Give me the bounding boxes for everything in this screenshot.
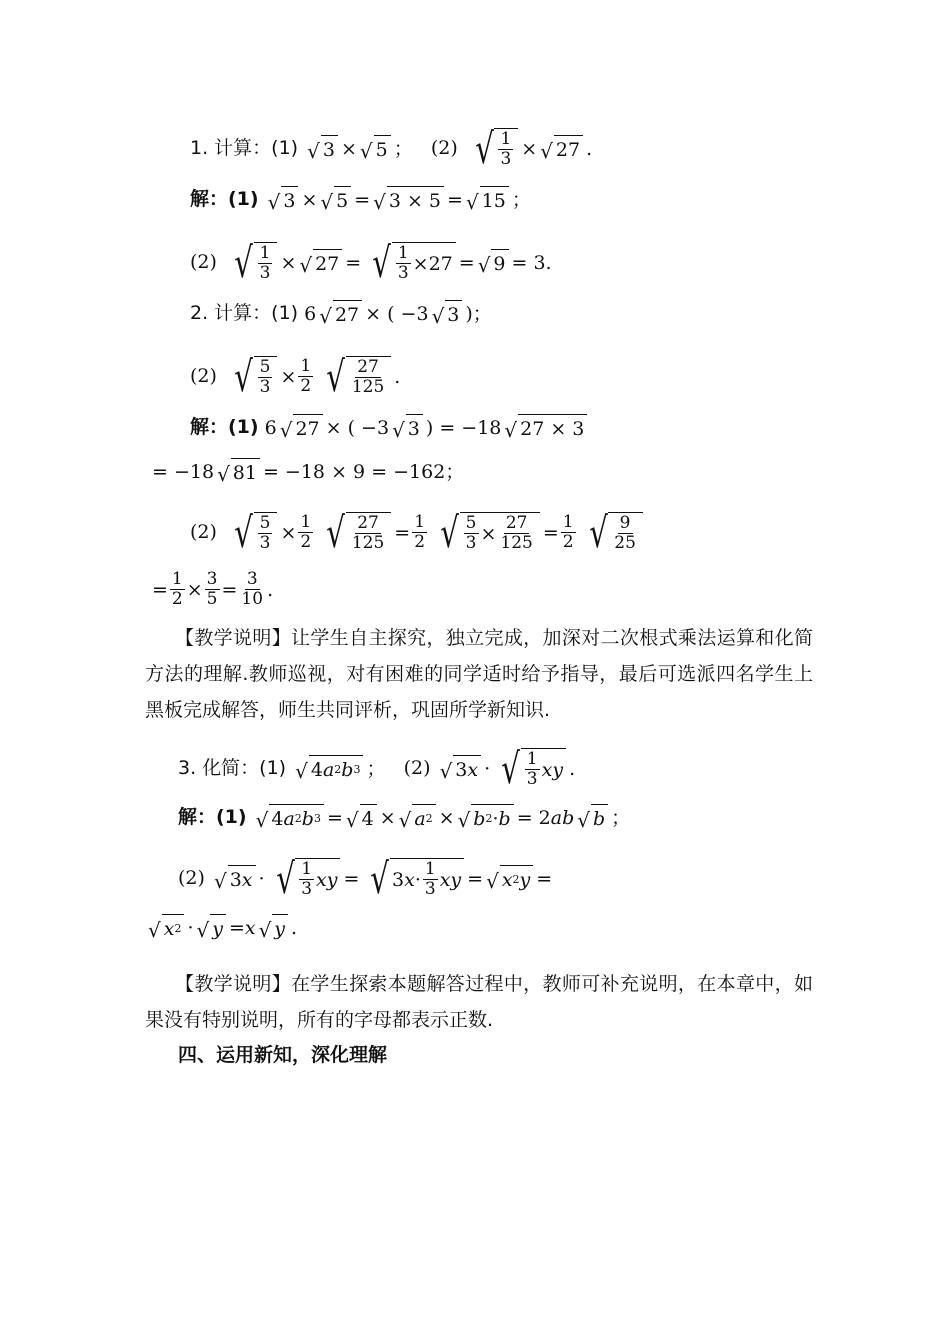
solution-label-2: 解：(1): [190, 416, 259, 438]
problem-2-solution-2: [190, 508, 646, 557]
problem-2-solution-1-expr: 6 √ 27 × ( −3 √ 3 ) = −18 √ 27 × 3: [265, 414, 591, 442]
problem-2-part-2-label: (2): [190, 364, 217, 387]
section-4-heading: 四、运用新知，深化理解: [178, 1044, 388, 1066]
problem-1-solution-1: [190, 186, 531, 214]
teaching-note-2: 【教学说明】在学生探索本题解答过程中，教师可补充说明，在本章中，如果没有特别说明，所有的字母都表示正数.: [145, 973, 813, 1031]
problem-1-title: 1. 计算：(1): [190, 136, 299, 159]
problem-3-solution-1: [178, 804, 630, 832]
problem-3-solution-2-cont: √ x 2 · √ y = x √ y .: [145, 914, 297, 942]
problem-2-solution-1-cont: = −18 √ 81 = −18 × 9 = −162 ；: [152, 458, 464, 486]
problem-1-solution-2: [190, 238, 552, 287]
problem-2-solution-2-cont: = $\frac{1}{2}$ × $\frac{3}{5}$ = $\frac{3}{10}$ .: [152, 569, 274, 609]
problem-1-part-2-label: (2): [430, 136, 458, 159]
problem-3-solution-1-expr: √ 4 a 2 b 3 = √ 4 × √ a 2 × √ b 2 · b = 2 ab √ b ；: [253, 804, 631, 832]
problem-3-part-2-expr: √ 3 x · √ $\frac{1}{3}$ xy .: [439, 744, 576, 793]
problem-3-solution-2: [178, 854, 553, 903]
problem-3-part-1-expr: √ 4 a 2 b 3 ；: [292, 755, 385, 783]
problem-3-part-2-label: (2): [403, 756, 431, 779]
problem-1: [190, 124, 593, 173]
problem-2-solution-2-label: (2): [190, 520, 217, 543]
problem-2-solution-1: [190, 414, 590, 442]
solution-2-expr: √ $\frac{1}{3}$ × √ 27 = √ $\frac{1}{3}$ ×27 = √ 9 = 3.: [234, 238, 552, 287]
problem-1-part-2-expr: √ $\frac{1}{3}$ × √ 27 .: [475, 124, 593, 173]
problem-2: [190, 300, 492, 328]
teaching-note-1: 【教学说明】让学生自主探究，独立完成，加深对二次根式乘法运算和化简方法的理解.教师巡视，对有困难的同学适时给予指导，最后可选派四名学生上黑板完成解答，师生共同评析，巩固所学新知识.: [145, 627, 813, 721]
problem-2-part-2-expr: √ $\frac{5}{3}$ × $\frac{1}{2}$ √ $\frac{27}{125}$ .: [234, 352, 401, 401]
problem-3-solution-2-expr: √ 3 x · √ $\frac{1}{3}$ xy = √ 3 x · $\frac{1}{3}$ xy = √ x 2 y =: [213, 854, 553, 903]
solution-label: 解：(1): [190, 188, 259, 210]
solution-1-expr: √ 3 × √ 5 = √ 3 × 5 = √ 15 ；: [265, 186, 531, 214]
problem-3-title: 3. 化简：(1): [178, 756, 287, 779]
problem-3: [178, 744, 576, 793]
problem-3-solution-2-label: (2): [178, 866, 205, 889]
solution-label-3: 解：(1): [178, 806, 247, 828]
problem-1-part-1-expr: √ 3 × √ 5 ；: [304, 135, 413, 163]
problem-2-title: 2. 计算：(1): [190, 302, 299, 324]
problem-2-part-2: [190, 352, 401, 401]
solution-2-label: (2): [190, 250, 217, 273]
problem-2-part-1-expr: 6 √ 27 × ( −3 √ 3 ) ；: [304, 300, 492, 328]
problem-2-solution-2-expr: √ $\frac{5}{3}$ × $\frac{1}{2}$ √ $\frac{27}{125}$ = $\frac{1}{2}$ √ $\frac{5}{3}$ × $\frac{27}{125}$ = $\frac{1}{2}$ √ $\frac{9}{25}$: [223, 512, 646, 554]
